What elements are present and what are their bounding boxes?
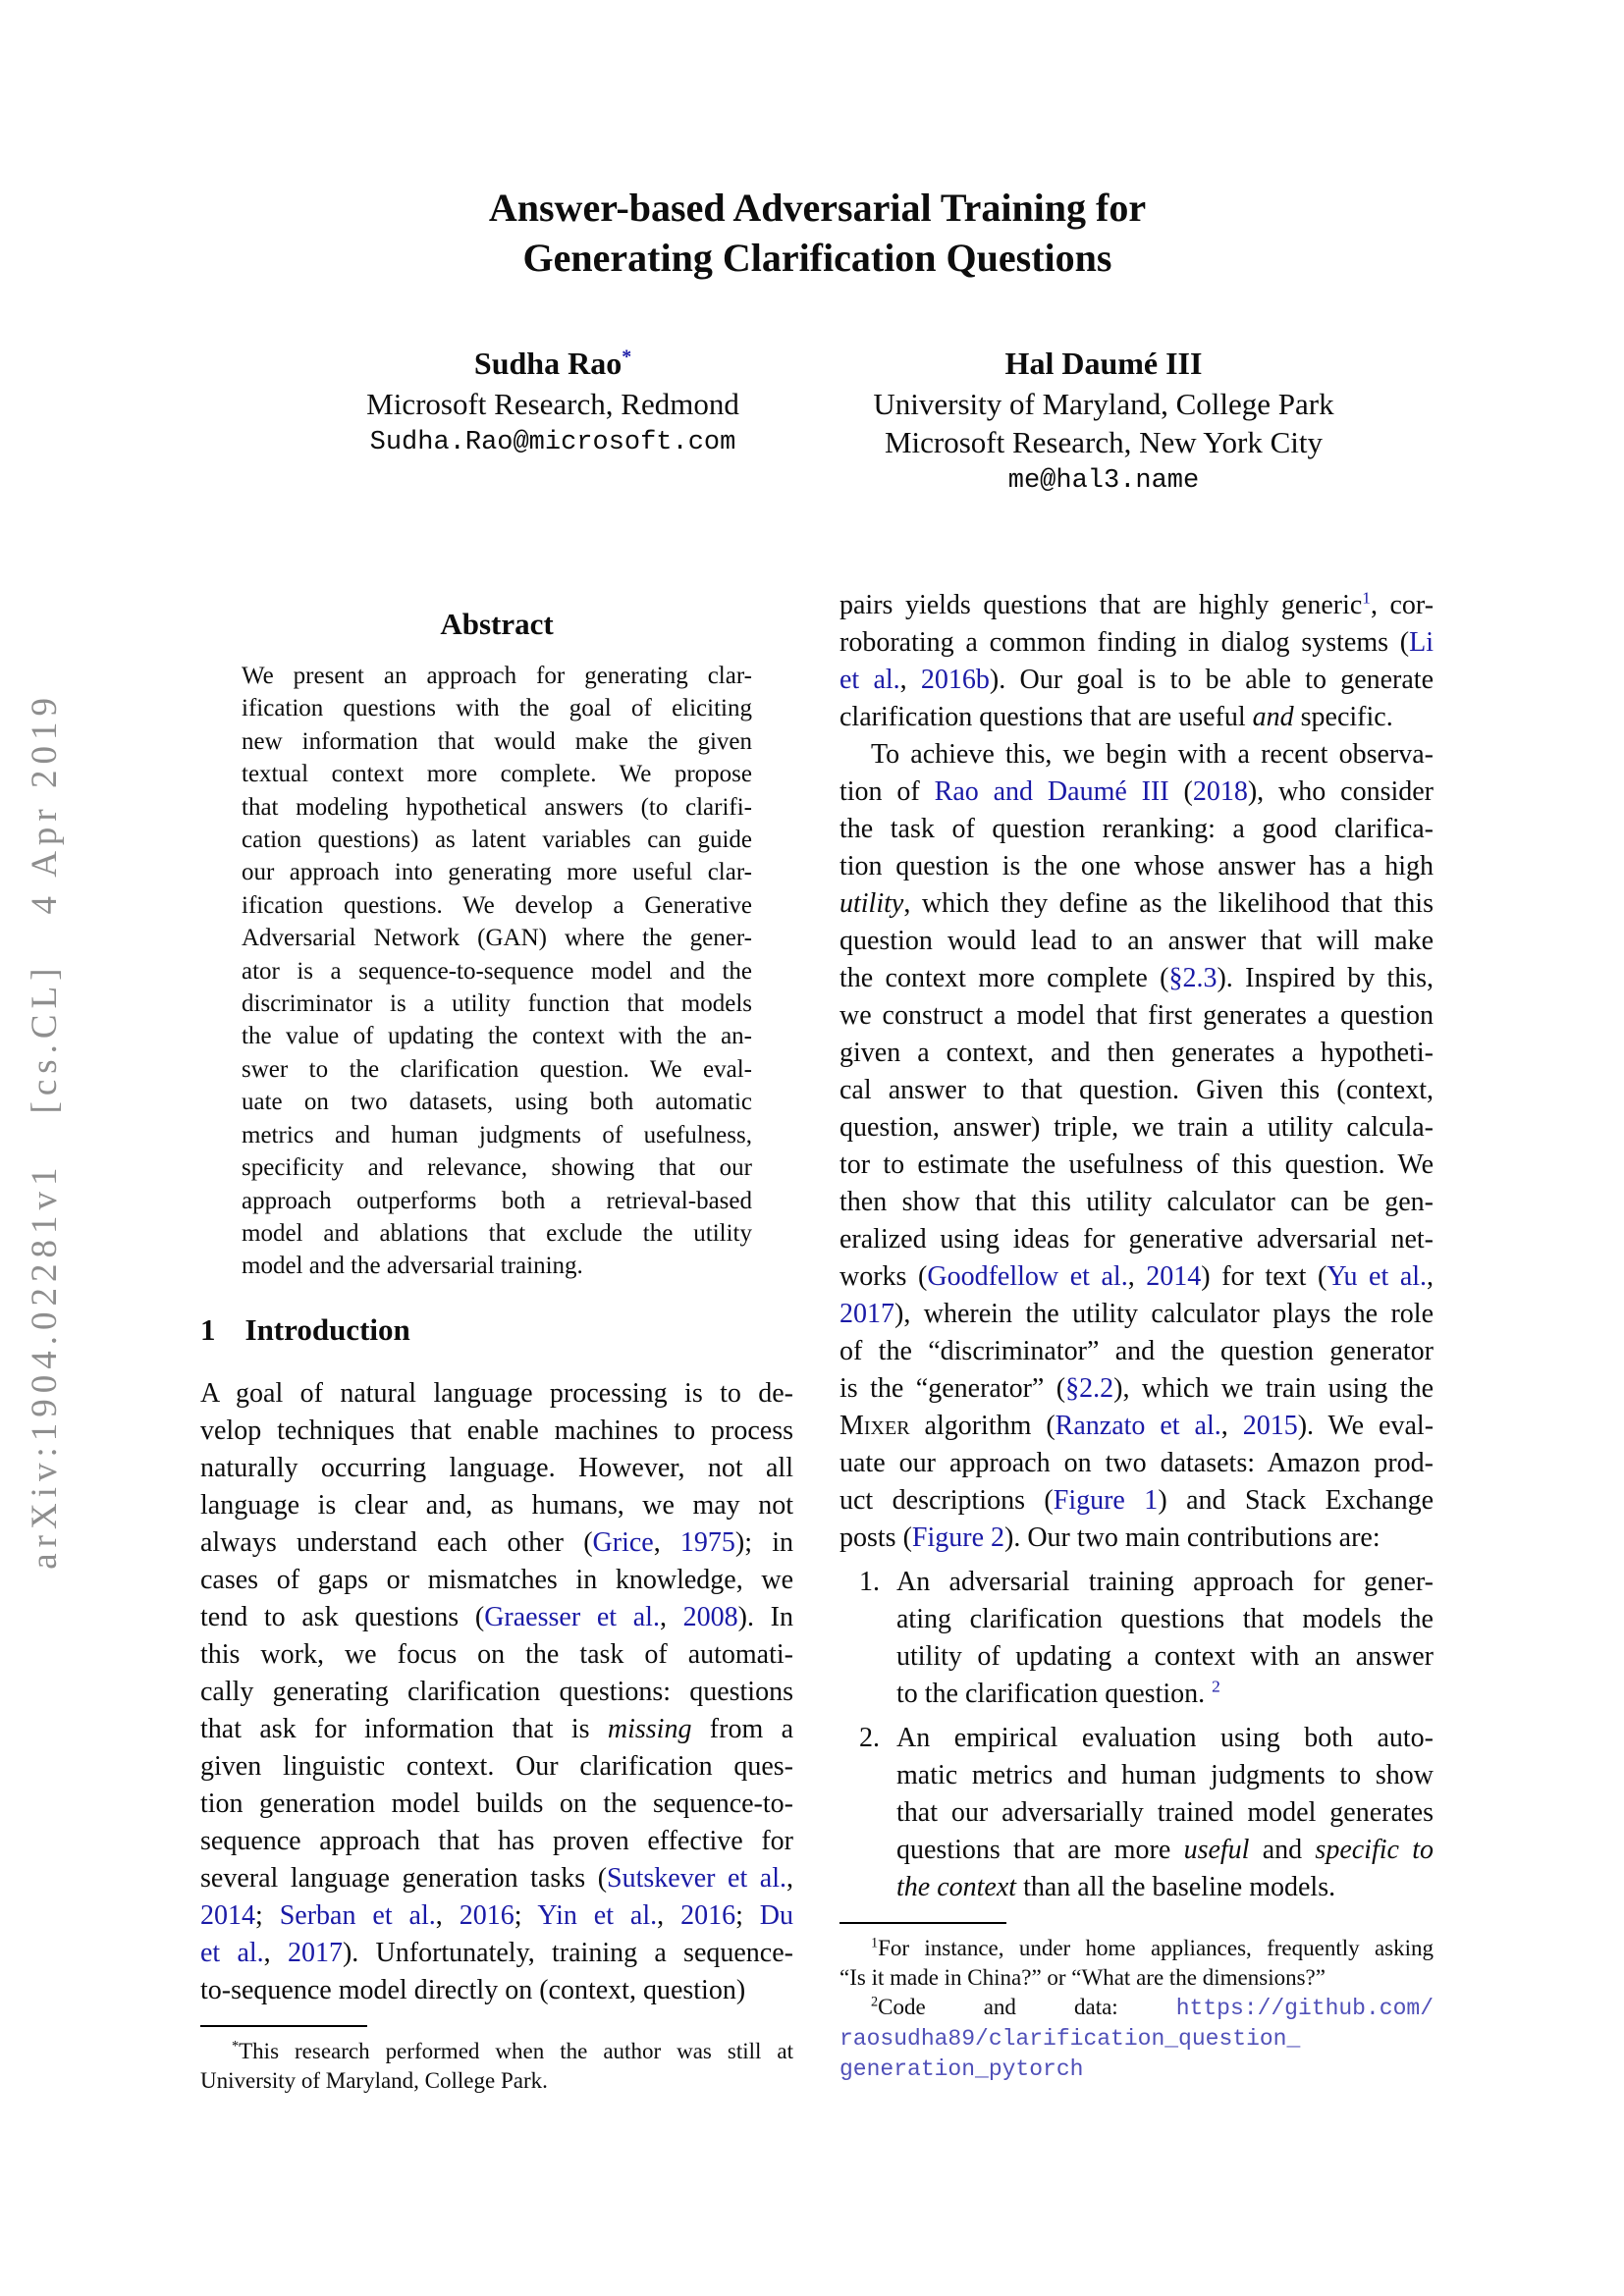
text-line (839, 1333, 1434, 1370)
citation-link[interactable]: Yin et al. (537, 1899, 658, 1931)
text-segment: ; (735, 1899, 760, 1931)
citation-link[interactable]: 2016 (680, 1899, 736, 1931)
text-segment: An adversarial training approach for gener- (896, 1567, 1434, 1597)
author-affiliation: University of Maryland, College Park (873, 387, 1334, 421)
footnote-rule (200, 2025, 367, 2027)
text-line (839, 848, 1434, 885)
text-line (896, 1676, 1434, 1713)
text-line (242, 725, 752, 758)
text-segment: ), who consider (1247, 776, 1434, 807)
text-line (896, 1564, 1434, 1601)
text-segment: Code and data: (878, 1995, 1176, 2019)
citation-link[interactable]: Figure 2 (911, 1522, 1005, 1553)
text-line (200, 1748, 793, 1786)
text-segment: ). Inspired by this, (1217, 963, 1434, 993)
text-line (242, 988, 752, 1020)
abstract-text (242, 660, 752, 1283)
text-segment: cal answer to that question. Given this (context, (839, 1075, 1434, 1105)
text-segment: that ask for information that is (200, 1713, 608, 1744)
list-item (839, 1564, 1434, 1713)
text-line (839, 1520, 1434, 1557)
text-segment: , (263, 1937, 288, 1968)
text-line (200, 1674, 793, 1711)
title-line-2: Generating Clarification Questions (522, 236, 1112, 280)
text-line (242, 824, 752, 856)
text-line (242, 758, 752, 790)
text-segment: question, answer) triple, we train a utility calcula- (839, 1112, 1434, 1143)
text-segment: ). Our goal is to be able to generate (989, 665, 1435, 695)
url-link[interactable]: https://github.com/ (1175, 1996, 1434, 2021)
intro-paragraph (200, 1375, 793, 2009)
text-line (242, 1185, 752, 1217)
citation-link[interactable]: §2.3 (1168, 963, 1218, 993)
text-line (839, 1109, 1434, 1147)
text-segment: swer to the clarification question. We eval- (242, 1055, 752, 1083)
text-segment: ator is a sequence-to-sequence model and the (242, 957, 752, 985)
text-segment: ) and Stack Exchange (1158, 1485, 1435, 1516)
text-segment: tion generation model builds on the sequence-to- (200, 1788, 793, 1819)
text-segment: matic metrics and human judgments to show (896, 1760, 1434, 1790)
text-line (839, 624, 1434, 662)
citation-link[interactable]: Serban et al. (279, 1899, 436, 1931)
text-segment: , (1220, 1411, 1243, 1441)
text-line (200, 1786, 793, 1823)
text-segment: given a context, and then generates a hypotheti- (839, 1038, 1434, 1068)
text-segment: works ( (839, 1261, 928, 1292)
section-title-text: Abstract (440, 607, 554, 641)
text-line (839, 960, 1434, 997)
text-segment: the context more complete ( (839, 963, 1169, 993)
text-segment: clarification questions that are useful (839, 702, 1253, 732)
text-line (839, 1445, 1434, 1482)
text-line (839, 1221, 1434, 1258)
text-line (242, 1250, 752, 1282)
text-line (839, 1963, 1434, 1993)
text-segment: language is clear and, as humans, we may not (200, 1489, 793, 1521)
text-line (839, 1147, 1434, 1184)
text-segment: Mixer (839, 1411, 910, 1441)
citation-link[interactable]: 2015 (1242, 1411, 1298, 1441)
text-segment: and (1249, 1835, 1316, 1865)
section-title-text: Introduction (244, 1311, 410, 1347)
text-segment: new information that would make the given (242, 727, 752, 755)
text-segment: ), wherein the utility calculator plays the role (894, 1299, 1434, 1329)
text-segment: and (1252, 702, 1294, 732)
text-segment: Adversarial Network (GAN) where the gener- (242, 925, 752, 952)
list-item-marker: 2. (859, 1723, 880, 1753)
text-segment: * (232, 2038, 240, 2055)
citation-link[interactable]: 2016 (459, 1899, 514, 1931)
text-segment: tion of (839, 776, 935, 807)
text-line (200, 1636, 793, 1674)
text-line (839, 2023, 1434, 2054)
citation-link[interactable]: Li (1409, 627, 1434, 658)
footnote-marker-link[interactable]: 2 (1212, 1677, 1220, 1696)
text-segment: sequence approach that has proven effective for (200, 1825, 793, 1856)
text-line (839, 1296, 1434, 1333)
text-line (200, 1897, 793, 1935)
text-segment: cally generating clarification questions: questions (200, 1676, 793, 1707)
text-segment: metrics and human judgments of usefulness, (242, 1121, 752, 1148)
text-segment: our approach into generating more useful clar- (242, 859, 752, 886)
text-line (839, 699, 1434, 736)
text-line (839, 997, 1434, 1035)
text-line (242, 1151, 752, 1184)
text-line (200, 2037, 793, 2066)
text-segment: A goal of natural language processing is to de- (200, 1377, 793, 1409)
text-segment: An empirical evaluation using both auto- (896, 1723, 1434, 1753)
text-line (839, 1184, 1434, 1221)
text-line (896, 1720, 1434, 1757)
text-segment: posts ( (839, 1522, 912, 1553)
text-line (200, 2066, 793, 2096)
text-segment: ; (514, 1899, 538, 1931)
text-segment: , cor- (1370, 590, 1435, 620)
text-line (839, 811, 1434, 848)
text-line (839, 2054, 1434, 2084)
text-segment: ; (255, 1899, 280, 1931)
text-line (839, 587, 1434, 624)
text-segment: ). We eval- (1297, 1411, 1435, 1441)
text-segment: the context (896, 1872, 1017, 1902)
author-email[interactable]: me@hal3.name (1007, 466, 1200, 496)
text-segment: , (435, 1899, 460, 1931)
paper-title (201, 183, 1434, 283)
author-email[interactable]: Sudha.Rao@microsoft.com (369, 428, 736, 457)
text-segment: algorithm ( (909, 1411, 1056, 1441)
text-line (200, 1972, 793, 2009)
citation-link[interactable]: 2016b (920, 665, 990, 695)
citation-link[interactable]: 1975 (679, 1526, 735, 1558)
text-segment: this work, we focus on the task of automati- (200, 1638, 793, 1670)
text-segment: several language generation tasks ( (200, 1862, 608, 1894)
text-line (896, 1638, 1434, 1676)
citation-link[interactable]: Yu et al. (1326, 1261, 1428, 1292)
text-segment: ); in (734, 1526, 793, 1558)
text-line (242, 889, 752, 922)
citation-link[interactable]: 2014 (1146, 1261, 1202, 1292)
author-affiliation: Microsoft Research, New York City (884, 425, 1323, 459)
text-segment: that our adversarially trained model generates (896, 1797, 1434, 1828)
body-paragraph-2 (839, 736, 1434, 1557)
text-line (200, 1860, 793, 1897)
text-line (242, 1086, 752, 1118)
text-segment: , (657, 1899, 681, 1931)
text-segment: pairs yields questions that are highly generic (839, 590, 1363, 620)
text-line (200, 1450, 793, 1487)
text-line (839, 923, 1434, 960)
text-line (896, 1832, 1434, 1869)
text-segment: specific to (1315, 1835, 1434, 1865)
text-line (242, 791, 752, 824)
citation-link[interactable]: §2.2 (1065, 1373, 1114, 1404)
text-segment: ) for text ( (1201, 1261, 1327, 1292)
text-segment: cation questions) as latent variables can guide (242, 827, 752, 854)
text-line (200, 1562, 793, 1599)
citation-link[interactable]: Grice (592, 1526, 654, 1558)
text-line (242, 1119, 752, 1151)
footnote-2 (839, 1993, 1434, 2084)
text-segment: discriminator is a utility function that models (242, 990, 752, 1018)
list-item (839, 1720, 1434, 1906)
text-line (242, 856, 752, 888)
text-line (896, 1601, 1434, 1638)
text-line (242, 692, 752, 724)
text-segment: is the “generator” ( (839, 1373, 1066, 1404)
text-line (200, 1935, 793, 1972)
text-segment: ). In (737, 1601, 793, 1632)
text-segment: specificity and relevance, showing that our (242, 1154, 752, 1182)
text-line (200, 1823, 793, 1860)
text-segment: , (786, 1862, 793, 1894)
text-segment: utility of updating a context with an answer (896, 1641, 1434, 1672)
text-segment: from a (691, 1713, 793, 1744)
text-segment: , (1127, 1261, 1147, 1292)
text-line (839, 1993, 1434, 2023)
citation-link[interactable]: Goodfellow et al. (927, 1261, 1128, 1292)
citation-link[interactable]: Graesser et al. (484, 1601, 660, 1632)
citation-link[interactable]: Rao and Daumé III (934, 776, 1169, 807)
author-affiliation: Microsoft Research, Redmond (366, 387, 739, 421)
text-segment: than all the baseline models. (1016, 1872, 1336, 1902)
text-segment: To achieve this, we begin with a recent observa- (871, 739, 1434, 770)
text-segment: we construct a model that first generates a question (839, 1000, 1434, 1031)
text-line (896, 1869, 1434, 1906)
text-segment: “Is it made in China?” or “What are the dimensions?” (839, 1965, 1326, 1990)
citation-link[interactable]: 2008 (682, 1601, 738, 1632)
text-segment: ( (1168, 776, 1193, 807)
text-segment: to-sequence model directly on (context, question) (200, 1974, 746, 2005)
text-segment: model and the adversarial training. (242, 1253, 583, 1280)
text-line (200, 1487, 793, 1524)
text-segment: questions that are more (896, 1835, 1184, 1865)
text-segment: useful (1183, 1835, 1250, 1865)
citation-link[interactable]: Ranzato et al. (1055, 1411, 1221, 1441)
url-link[interactable]: raosudha89/clarification_question_ (839, 2026, 1301, 2052)
title-line-1: Answer-based Adversarial Training for (488, 186, 1147, 230)
list-item-marker: 1. (859, 1567, 880, 1597)
text-segment: uate our approach on two datasets: Amazon prod- (839, 1448, 1434, 1478)
text-segment: the value of updating the context with the an- (242, 1023, 752, 1050)
text-segment: tion question is the one whose answer has a high (839, 851, 1434, 881)
text-segment: ). Our two main contributions are: (1004, 1522, 1380, 1553)
author-block-1 (239, 342, 867, 462)
citation-link[interactable]: 2014 (200, 1899, 255, 1931)
text-line (839, 736, 1434, 774)
author-footnote (200, 2037, 793, 2096)
text-segment: to the clarification question. (896, 1679, 1213, 1709)
text-segment: , (1427, 1261, 1435, 1292)
text-segment: velop techniques that enable machines to process (200, 1415, 793, 1446)
text-line (839, 1934, 1434, 1963)
text-line (896, 1757, 1434, 1794)
url-link[interactable]: generation_pytorch (839, 2056, 1084, 2082)
text-segment: naturally occurring language. However, not all (200, 1452, 793, 1483)
text-line (242, 1217, 752, 1250)
text-line (200, 1599, 793, 1636)
text-line (839, 1258, 1434, 1296)
text-line (242, 922, 752, 954)
text-segment: question would lead to an answer that will make (839, 926, 1434, 956)
arxiv-watermark: arXiv:1904.02281v1 [cs.CL] 4 Apr 2019 (25, 692, 65, 1570)
citation-link[interactable]: et al. (839, 665, 900, 695)
text-segment: ), which we train using the (1113, 1373, 1434, 1404)
text-segment: given linguistic context. Our clarification ques- (200, 1750, 793, 1782)
section-number: 1 (200, 1311, 216, 1347)
text-segment: utility (839, 888, 904, 919)
text-segment: approach outperforms both a retrieval-based (242, 1187, 752, 1214)
text-segment: 2 (871, 1994, 879, 2010)
text-segment: ification questions with the goal of eliciting (242, 695, 752, 722)
footnote-marker-link[interactable]: 1 (1362, 588, 1371, 608)
text-line (200, 1413, 793, 1450)
text-line (242, 660, 752, 692)
citation-link[interactable]: Sutskever et al. (607, 1862, 786, 1894)
text-segment: specific. (1293, 702, 1393, 732)
footnote-rule (839, 1922, 1006, 1924)
text-segment: For instance, under home appliances, frequently asking (878, 1936, 1434, 1960)
citation-link[interactable]: Figure 1 (1053, 1485, 1159, 1516)
text-line (242, 1053, 752, 1086)
body-paragraph-1 (839, 587, 1434, 736)
text-line (839, 885, 1434, 923)
text-segment: of the “discriminator” and the question generator (839, 1336, 1434, 1366)
text-line (242, 1020, 752, 1052)
text-segment: missing (607, 1713, 692, 1744)
text-segment: cases of gaps or mismatches in knowledge, we (200, 1564, 793, 1595)
text-segment: , (653, 1526, 680, 1558)
text-segment: roborating a common finding in dialog systems ( (839, 627, 1410, 658)
text-line (896, 1794, 1434, 1832)
footnote-1 (839, 1934, 1434, 1993)
text-line (200, 1375, 793, 1413)
text-segment: University of Maryland, College Park. (200, 2067, 548, 2093)
text-segment: tor to estimate the usefulness of this question. We (839, 1149, 1434, 1180)
text-segment: uct descriptions ( (839, 1485, 1054, 1516)
text-segment: , (659, 1601, 683, 1632)
text-line (839, 662, 1434, 699)
text-line (839, 774, 1434, 811)
text-segment: , which they define as the likelihood that this (903, 888, 1434, 919)
text-line (200, 1524, 793, 1562)
text-line (242, 955, 752, 988)
text-segment: We present an approach for generating clar- (242, 663, 752, 689)
text-segment: then show that this utility calculator can be gen- (839, 1187, 1434, 1217)
text-segment: ). Unfortunately, training a sequence- (342, 1937, 793, 1968)
author-name: Sudha Rao* (473, 346, 632, 381)
citation-link[interactable]: Du (759, 1899, 794, 1931)
text-segment: textual context more complete. We propose (242, 761, 752, 788)
text-segment: eralized using ideas for generative adversarial net- (839, 1224, 1434, 1255)
text-segment: uate on two datasets, using both automatic (242, 1089, 752, 1116)
citation-link[interactable]: 2017 (287, 1937, 343, 1968)
introduction-heading (200, 1310, 793, 1350)
text-segment: , (899, 665, 921, 695)
author-block-2 (789, 342, 1418, 501)
text-segment: ification questions. We develop a Generative (242, 891, 752, 919)
author-name: Hal Daumé III (1004, 346, 1203, 381)
text-line (839, 1482, 1434, 1520)
text-segment: 1 (871, 1935, 879, 1951)
right-column (839, 587, 1434, 2084)
text-line (200, 1711, 793, 1748)
text-line (839, 1408, 1434, 1445)
author-footnote-mark[interactable]: * (622, 346, 632, 368)
left-column (200, 605, 793, 2096)
text-segment: tend to ask questions ( (200, 1601, 485, 1632)
text-line (839, 1035, 1434, 1072)
citation-link[interactable]: 2018 (1192, 776, 1248, 807)
text-segment: that modeling hypothetical answers (to clarifi- (242, 793, 752, 821)
citation-link[interactable]: et al. (200, 1937, 264, 1968)
text-segment: ating clarification questions that models the (896, 1604, 1434, 1634)
text-segment: always understand each other ( (200, 1526, 593, 1558)
text-segment: model and ablations that exclude the utility (242, 1219, 752, 1247)
text-segment: the task of question reranking: a good clarifica- (839, 814, 1434, 844)
text-line (839, 1072, 1434, 1109)
citation-link[interactable]: 2017 (839, 1299, 894, 1329)
text-line (839, 1370, 1434, 1408)
abstract-heading (200, 605, 793, 644)
text-segment: This research performed when the author was still at (239, 2038, 793, 2063)
